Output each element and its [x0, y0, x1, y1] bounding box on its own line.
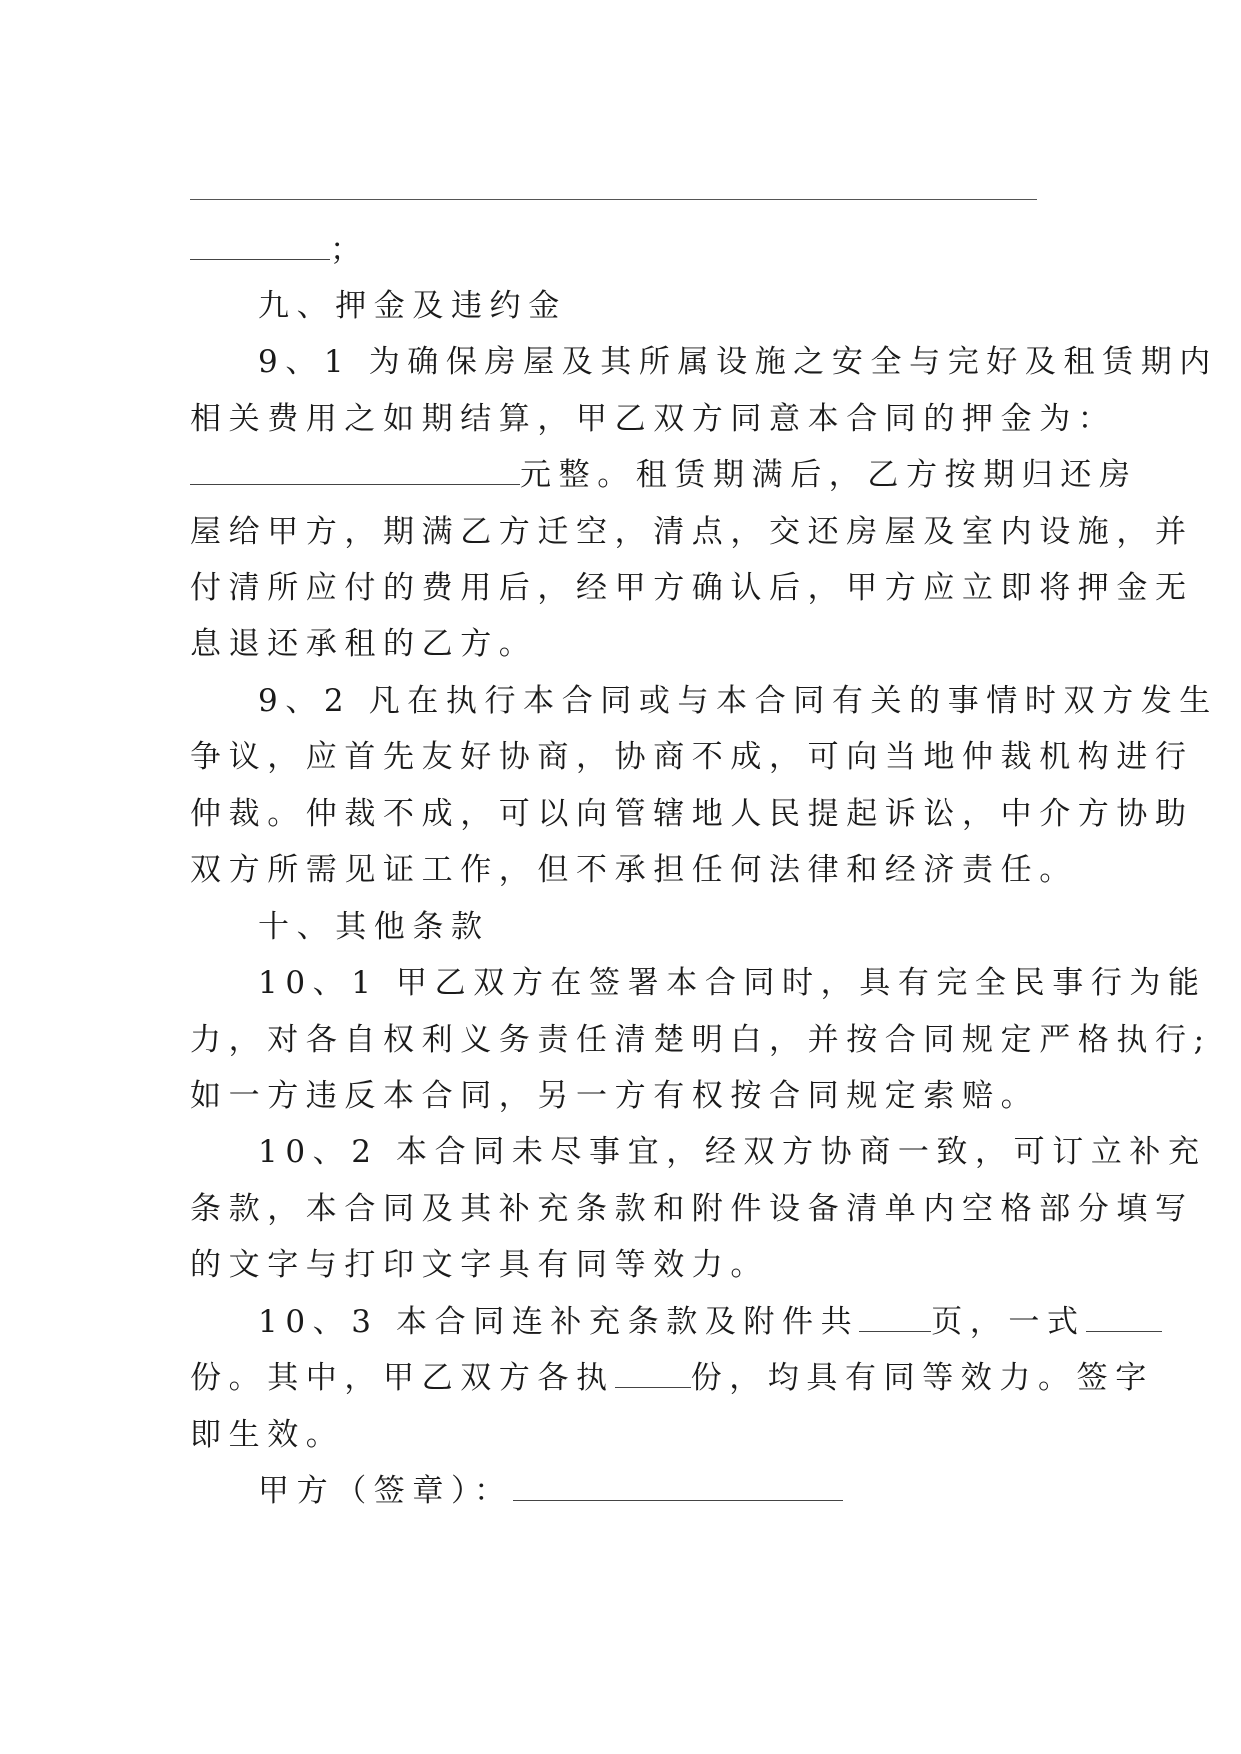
clause-10-3-line-3: 即生效。: [190, 1417, 345, 1453]
copies-each-blank: [615, 1357, 691, 1388]
blank-field: [190, 229, 330, 260]
clause-9-2-line-4: 双方所需见证工作，但不承担任何法律和经济责任。: [190, 852, 1078, 888]
clause-9-2-line-3: 仲裁。仲裁不成，可以向管辖地人民提起诉讼，中介方协助: [190, 796, 1194, 832]
section-10-title: 十、其他条款: [258, 909, 490, 945]
clause-10-2-line-2: 条款，本合同及其补充条款和附件设备清单内空格部分填写: [190, 1191, 1194, 1227]
clause-9-1-line-3-text: 元整。租赁期满后，乙方按期归还房: [520, 457, 1138, 493]
clause-10-1-line-2: 力，对各自权利义务责任清楚明白，并按合同规定严格执行;: [190, 1022, 1212, 1058]
page-count-blank: [859, 1301, 931, 1332]
party-a-label: 甲方（签章）：: [258, 1473, 513, 1509]
clause-10-3-text-c: 份。其中，甲乙双方各执: [190, 1360, 615, 1396]
clause-10-3-text-a: 10、3 本合同连补充条款及附件共: [258, 1304, 860, 1340]
blank-line-ending: [190, 228, 1060, 272]
copies-total-blank: [1086, 1301, 1162, 1332]
clause-9-1-line-4: 屋给甲方，期满乙方迁空，清点，交还房屋及室内设施，并: [190, 514, 1194, 550]
clause-9-2-line-1: 9、2 凡在执行本合同或与本合同有关的事情时双方发生: [258, 683, 1218, 719]
clause-9-2-line-2: 争议，应首先友好协商，协商不成，可向当地仲裁机构进行: [190, 739, 1194, 775]
clause-10-1-line-3: 如一方违反本合同，另一方有权按合同规定索赔。: [190, 1078, 1040, 1114]
blank-line-full: [190, 199, 1037, 200]
clause-10-3-line-2: [190, 1356, 1154, 1400]
clause-10-2-line-3: 的文字与打印文字具有同等效力。: [190, 1247, 769, 1283]
clause-9-1-line-5: 付清所应付的费用后，经甲方确认后，甲方应立即将押金无: [190, 570, 1194, 606]
clause-9-1-line-3: [190, 453, 1138, 497]
clause-10-3-text-d: 份，均具有同等效力。签字: [690, 1360, 1154, 1396]
clause-9-1-line-1: 9、1 为确保房屋及其所属设施之安全与完好及租赁期内: [258, 344, 1218, 380]
clause-9-1-line-2: 相关费用之如期结算，甲乙双方同意本合同的押金为：: [190, 401, 1117, 437]
section-9-title: 九、押金及违约金: [258, 288, 567, 324]
party-a-signature-blank: [513, 1470, 843, 1501]
clause-10-2-line-1: 10、2 本合同未尽事宜，经双方协商一致，可订立补充: [258, 1134, 1207, 1170]
clause-10-3-line-1: [258, 1300, 1086, 1344]
deposit-amount-blank: [190, 454, 520, 485]
clause-10-1-line-1: 10、1 甲乙双方在签署本合同时，具有完全民事行为能: [258, 965, 1207, 1001]
clause-9-1-line-6: 息退还承租的乙方。: [190, 626, 538, 662]
semicolon: ；: [330, 232, 369, 268]
clause-10-3-text-b: 页，一式: [931, 1304, 1086, 1340]
party-a-signature: [258, 1469, 1060, 1513]
